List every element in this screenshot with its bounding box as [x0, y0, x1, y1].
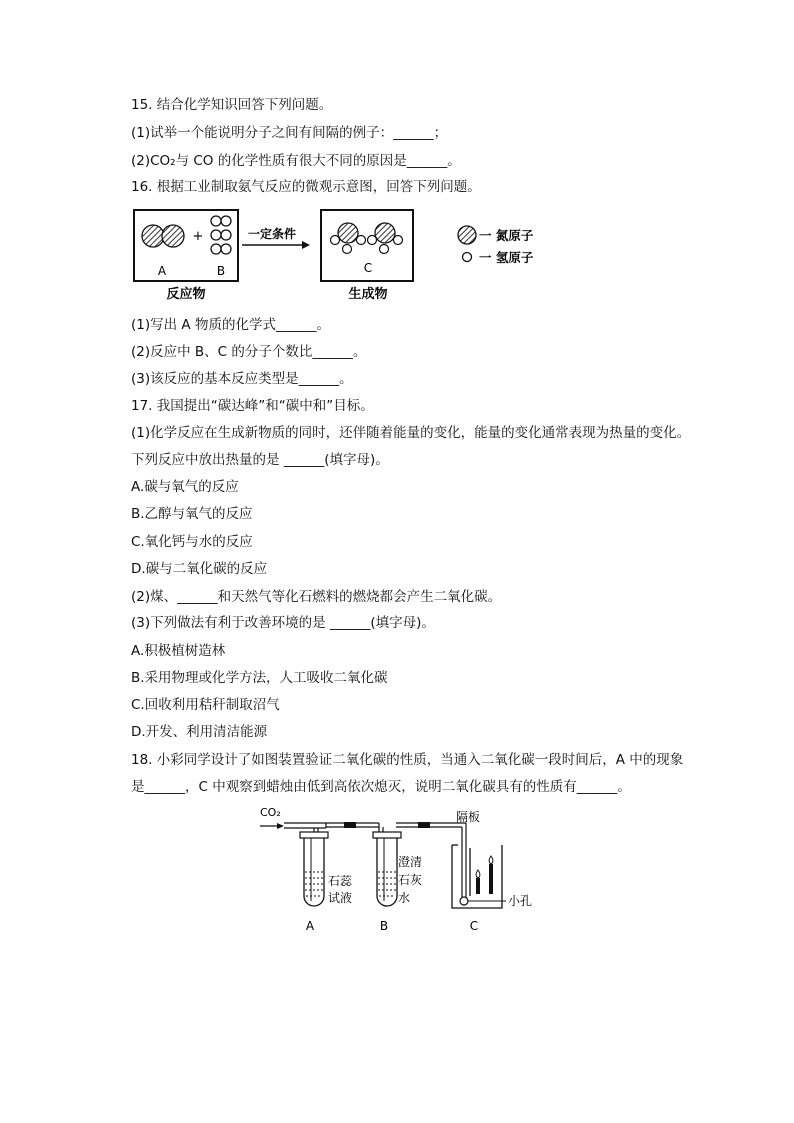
- tube-connector: [418, 822, 430, 828]
- tube-b-text-3: 水: [398, 891, 411, 905]
- q17-option-2a: A.积极植树造林: [131, 643, 226, 659]
- tube-b-text-2: 石灰: [398, 873, 423, 887]
- tube-a-text-2: 试液: [328, 891, 353, 905]
- q18-line1: 18. 小彩同学设计了如图装置验证二氧化碳的性质，当通入二氧化碳一段时间后，A 中的现象: [131, 752, 684, 768]
- ammonia-molecule-1: [331, 223, 366, 254]
- q17-option-1b: B.乙醇与氧气的反应: [131, 506, 253, 522]
- q17-part1-line2: 下列反应中放出热量的是 ______(填字母)。: [131, 452, 389, 468]
- ammonia-reaction-diagram: [128, 205, 568, 305]
- q17-part3: (3)下列做法有利于改善环境的是 ______(填字母)。: [131, 615, 435, 631]
- co2-experiment-apparatus: [256, 800, 556, 938]
- q17-option-1c: C.氧化钙与水的反应: [131, 534, 253, 550]
- tube-a-text-1: 石蕊: [328, 874, 353, 888]
- test-tube-a: [300, 832, 328, 906]
- flame-high-icon: [489, 856, 493, 864]
- legend-nitrogen-icon: [458, 226, 476, 244]
- test-tube-b: [373, 832, 401, 906]
- nitrogen-atom-icon: [162, 225, 184, 247]
- inlet-arrow-icon: [277, 823, 284, 829]
- nitrogen-atom-icon: [142, 225, 164, 247]
- q15-part1: (1)试举一个能说明分子之间有间隔的例子：______；: [131, 125, 448, 141]
- q16-part1: (1)写出 A 物质的化学式______。: [131, 317, 330, 333]
- apparatus-label-a: A: [305, 919, 315, 933]
- q17-option-2c: C.回收利用秸秆制取沼气: [131, 697, 280, 713]
- hydrogen-molecules: [211, 216, 231, 254]
- ammonia-molecule-2: [368, 223, 403, 254]
- legend-nitrogen: 一 氮原子: [479, 228, 534, 243]
- condition-label: 一定条件: [247, 227, 297, 241]
- apparatus-label-c: C: [469, 919, 479, 933]
- candle-low-icon: [476, 878, 480, 894]
- q16-part2: (2)反应中 B、C 的分子个数比______。: [131, 344, 367, 360]
- legend-hydrogen-icon: [463, 253, 472, 262]
- products-label: 生成物: [348, 287, 388, 302]
- svg-text:+: +: [192, 229, 204, 244]
- small-hole-label: 小孔: [508, 894, 533, 908]
- q17-title: 17. 我国提出“碳达峰”和“碳中和”目标。: [131, 398, 374, 414]
- q15-title: 15. 结合化学知识回答下列问题。: [131, 97, 333, 113]
- q17-part2: (2)煤、______和天然气等化石燃料的燃烧都会产生二氧化碳。: [131, 589, 502, 605]
- q17-option-1d: D.碳与二氧化碳的反应: [131, 561, 268, 577]
- q15-part2: (2)CO₂与 CO 的化学性质有很大不同的原因是______。: [131, 153, 461, 169]
- label-c: C: [363, 261, 373, 275]
- container-c: [452, 845, 506, 908]
- q16-title: 16. 根据工业制取氨气反应的微观示意图，回答下列问题。: [131, 179, 481, 195]
- small-hole-icon: [460, 897, 468, 905]
- partition-label: 隔板: [456, 810, 481, 824]
- q17-option-2d: D.开发、利用清洁能源: [131, 724, 268, 740]
- q17-part1-line1: (1)化学反应在生成新物质的同时，还伴随着能量的变化，能量的变化通常表现为热量的变化。: [131, 425, 691, 441]
- legend-hydrogen: 一 氢原子: [479, 250, 534, 265]
- q17-option-1a: A.碳与氧气的反应: [131, 479, 239, 495]
- tube-b-text-1: 澄清: [398, 855, 423, 869]
- candle-high-icon: [489, 864, 493, 894]
- q17-option-2b: B.采用物理或化学方法，人工吸收二氧化碳: [131, 670, 388, 686]
- tube-connector: [344, 822, 356, 828]
- label-b: B: [216, 264, 226, 278]
- co2-label: CO₂: [260, 806, 281, 819]
- flame-low-icon: [476, 870, 480, 878]
- apparatus-label-b: B: [379, 919, 389, 933]
- reactants-label: 反应物: [166, 287, 206, 302]
- q18-line2: 是______，C 中观察到蜡烛由低到高依次熄灭，说明二氧化碳具有的性质有______。: [131, 779, 631, 795]
- arrow-head-icon: [302, 241, 310, 249]
- q16-part3: (3)该反应的基本反应类型是______。: [131, 371, 353, 387]
- label-a: A: [157, 264, 167, 278]
